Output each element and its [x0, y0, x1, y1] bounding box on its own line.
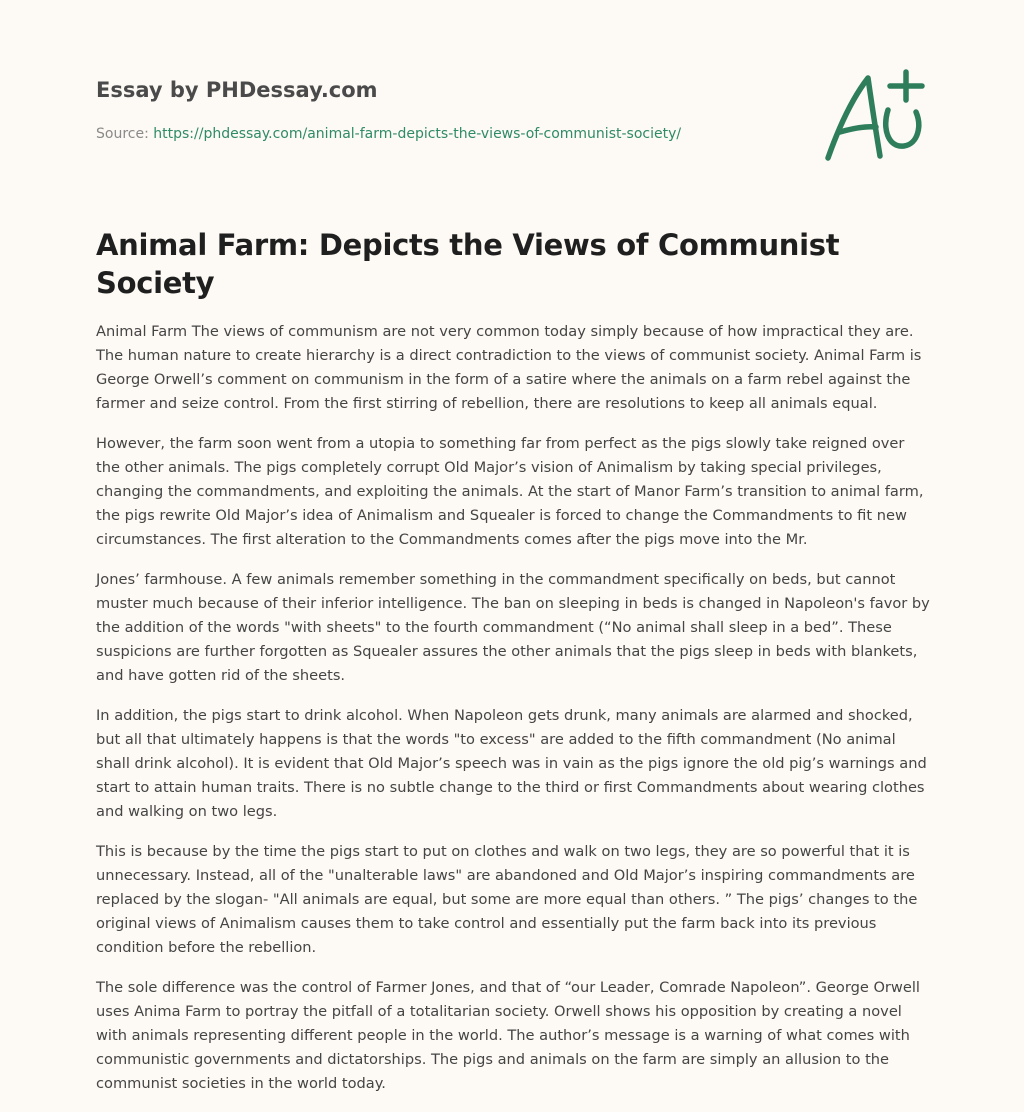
- a-plus-logo-icon: [818, 66, 930, 166]
- site-brand: Essay by PHDessay.com: [96, 78, 378, 102]
- source-label: Source:: [96, 126, 154, 142]
- page-header: [96, 76, 796, 144]
- essay-paragraph: This is because by the time the pigs start to put on clothes and walk on two legs, they are so powerful that it is unnecessary. Instead, all of the "unalterable laws" are abandoned and Old Major’s inspiring commandments are replaced by the slogan- "All animals are equal, but some are more equal than others. ” The pigs’ changes to the original views of Animalism causes them to take control and essentially put the farm back into its previous condition before the rebellion.: [96, 843, 918, 956]
- essay-title: Animal Farm: Depicts the Views of Communist Society: [96, 228, 840, 300]
- essay-article: [96, 226, 932, 1112]
- source-line: [96, 124, 796, 144]
- essay-paragraph: The sole difference was the control of Farmer Jones, and that of “our Leader, Comrade Napoleon”. George Orwell uses Anima Farm to portray the pitfall of a totalitarian society. Orwell shows his opposition by creating a novel with animals representing different people in the world. The author’s message is a warning of what comes with communistic governments and dictatorships. The pigs and animals on the farm are simply an allusion to the communist societies in the world today.: [96, 979, 920, 1092]
- essay-paragraph: However, the farm soon went from a utopia to something far from perfect as the pigs slowly take reigned over the other animals. The pigs completely corrupt Old Major’s vision of Animalism by taking special privileges, changing the commandments, and exploiting the animals. At the start of Manor Farm’s transition to animal farm, the pigs rewrite Old Major’s idea of Animalism and Squealer is forced to change the Commandments to fit new circumstances. The first alteration to the Commandments comes after the pigs move into the Mr.: [96, 435, 924, 548]
- essay-paragraph: Animal Farm The views of communism are not very common today simply because of how impractical they are. The human nature to create hierarchy is a direct contradiction to the views of communist society. Animal Farm is George Orwell’s comment on communism in the form of a satire where the animals on a farm rebel against the farmer and seize control. From the first stirring of rebellion, there are resolutions to keep all animals equal.: [96, 323, 922, 412]
- essay-paragraph: In addition, the pigs start to drink alcohol. When Napoleon gets drunk, many animals are alarmed and shocked, but all that ultimately happens is that the words "to excess" are added to the fifth commandment (No animal shall drink alcohol). It is evident that Old Major’s speech was in vain as the pigs ignore the old pig’s warnings and start to attain human traits. There is no subtle change to the third or first Commandments about wearing clothes and walking on two legs.: [96, 707, 927, 820]
- source-link[interactable]: https://phdessay.com/animal-farm-depicts-the-views-of-communist-society/: [153, 126, 682, 142]
- essay-paragraph: Jones’ farmhouse. A few animals remember something in the commandment specifically on beds, but cannot muster much because of their inferior intelligence. The ban on sleeping in beds is changed in Napoleon's favor by the addition of the words "with sheets" to the fourth commandment (“No animal shall sleep in a bed”. These suspicions are further forgotten as Squealer assures the other animals that the pigs sleep in beds with blankets, and have gotten rid of the sheets.: [96, 571, 930, 684]
